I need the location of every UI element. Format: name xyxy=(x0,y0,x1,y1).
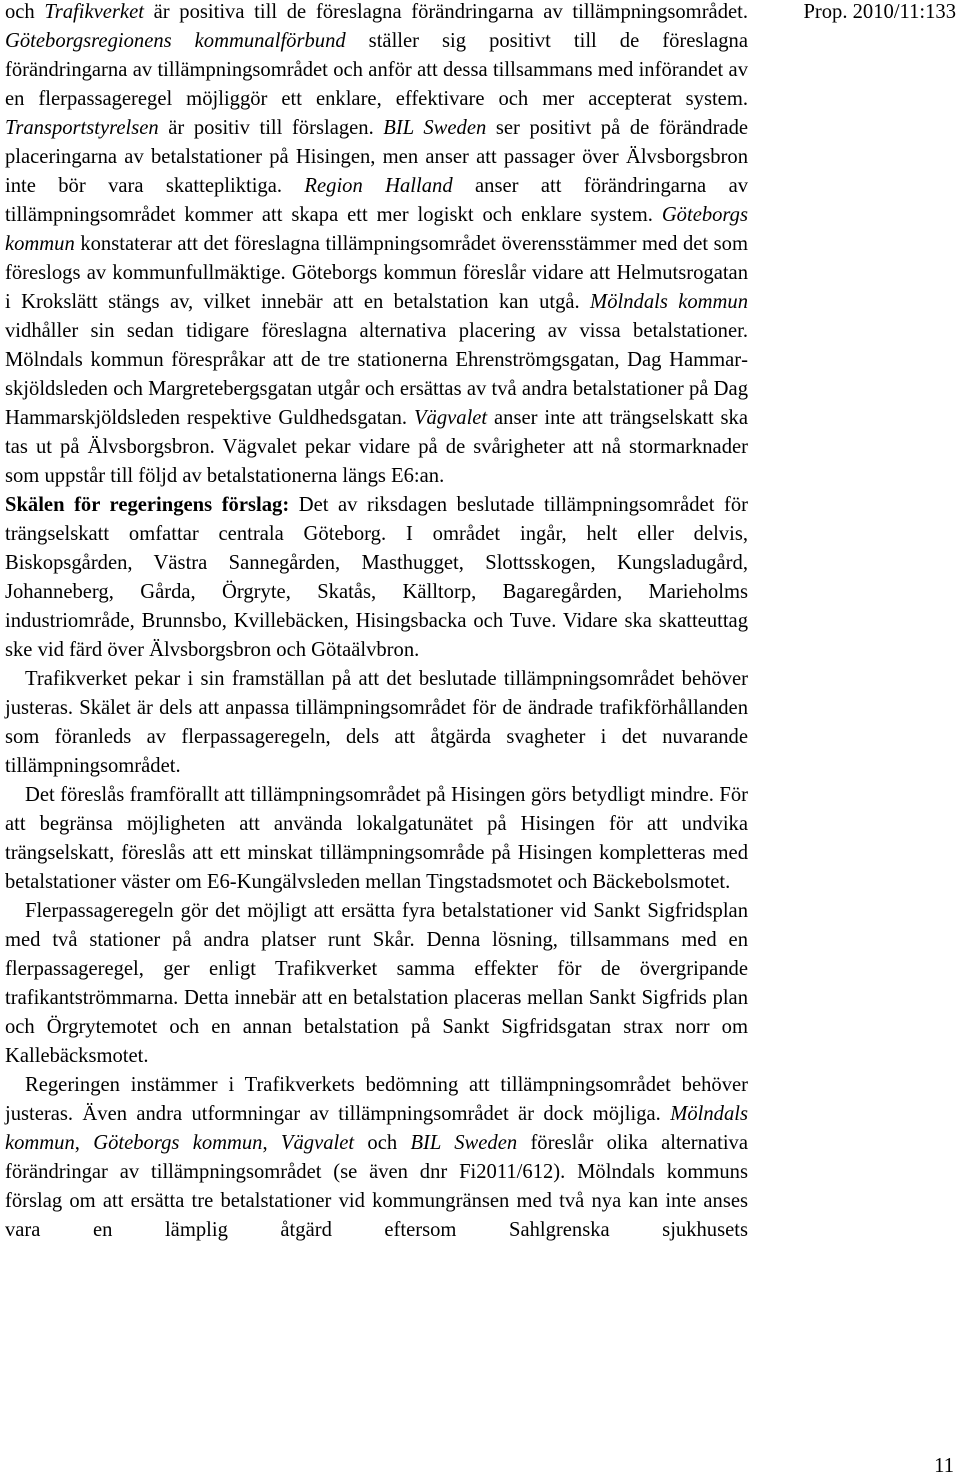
italic-reference: Göteborgs kommun xyxy=(93,1132,263,1154)
italic-reference: Vägvalet xyxy=(280,1132,355,1154)
text-run: , xyxy=(74,1132,94,1154)
text-run: Trafikverket pekar i sin framställan på att det beslutade tillämpningsområdet behöver justeras. Skälet är dels att anpassa tillämpningsområdet för de ändrade trafikförhållanden som föranleds av flerpassageregeln, dels att åtgärda svagheter i det nuvarande tillämpningsområdet. xyxy=(5,668,748,777)
text-run: ser positivt på de förändrade placeringarna av betalstationer på Hisingen, men anser att passager över Älvsborgsbron inte bör vara skattepliktiga. xyxy=(5,117,749,197)
body-text xyxy=(5,0,748,1245)
italic-reference: Trafikverket xyxy=(44,1,144,23)
italic-reference: Mölndals kommun xyxy=(5,1103,748,1154)
italic-reference: Region Halland xyxy=(304,175,453,197)
text-run: vidhåller sin sedan tidigare föreslagna alternativa placering av vissa betalstationer. Mölndals kommun förespråkar att de tre stationerna Ehrenströmgsgatan, Dag Hammarskjöldsleden och Margretebergsgatan utgår och ersättas av två andra betalstationer på Dag Hammarskjöldsleden respektive Guldhedsgatan. xyxy=(5,320,748,429)
text-run: Regeringen instämmer i Trafikverkets bedömning att tillämpningsområdet behöver justeras. Även andra utformningar av tillämpningsområdet är dock möjliga. xyxy=(5,1074,748,1125)
page-number: 11 xyxy=(934,1455,954,1477)
italic-reference: Mölndals kommun xyxy=(590,291,748,313)
text-run: , xyxy=(262,1132,281,1154)
italic-reference: BIL Sweden xyxy=(383,117,487,139)
italic-reference: BIL Sweden xyxy=(410,1132,518,1154)
text-run: Flerpassageregeln gör det möjligt att ersätta fyra betalstationer vid Sankt Sigfridsplan med två stationer på andra platser runt Skår. Denna lösning, tillsammans med en flerpassageregel, ger enligt Trafikverket samma effekter för de övergripande trafikantströmmarna. Detta innebär att en betalstation placeras mellan Sankt Sigfrids plan och Örgrytemotet och en annan betalstation på Sankt Sigfridsgatan strax norr om Kallebäcksmotet. xyxy=(5,900,748,1067)
paragraph xyxy=(5,1071,748,1245)
paragraph xyxy=(5,897,748,1071)
text-run: är positiva till de föreslagna förändringarna av tillämpningsområdet. xyxy=(143,1,748,23)
paragraph xyxy=(5,0,748,491)
italic-reference: Göteborgsregionens kommunalförbund xyxy=(5,30,346,52)
italic-reference: Vägvalet xyxy=(413,407,488,429)
proposition-reference: Prop. 2010/11:133 xyxy=(803,1,956,23)
bold-heading: Skälen för regeringens förslag: xyxy=(5,494,290,516)
paragraph xyxy=(5,665,748,781)
text-run: anser att förändringarna av tillämpningsområdet kommer att skapa ett mer logiskt och enklare system. xyxy=(5,175,749,226)
italic-reference: Transportstyrelsen xyxy=(5,117,159,139)
text-run: Det föreslås framförallt att tillämpningsområdet på Hisingen görs betydligt mindre. För att begränsa möjligheten att använda lokalgatunätet på Hisingen för att undvika trängselskatt, föreslås att ett minskat tillämpningsområde på Hisingen kompletteras med betalstationer väster om E6-Kungälvsleden mellan Tingstadsmotet och Bäckebolsmotet. xyxy=(5,784,748,893)
text-run: är positiv till förslagen. xyxy=(158,117,384,139)
text-run: konstaterar att det föreslagna tillämpningsområdet överensstämmer med det som föreslogs av kommunfullmäktige. Göteborgs kommun föreslår vidare att Helmutsrogatan i Krokslätt stängs av, vilket innebär att en betalstation kan utgå. xyxy=(5,233,748,313)
text-run: ställer sig positivt till de föreslagna förändringarna av tillämpningsområdet och anför att dessa tillsammans med införandet av en flerpassageregel möjliggör ett enklare, effektivare och mer accepterat system. xyxy=(5,30,748,110)
text-run: föreslår olika alternativa förändringar av tillämpningsområdet (se även dnr Fi2011/612). Mölndals kommuns förslag om att ersätta tre betalstationer vid kommungränsen med två nya kan inte anses vara en lämplig åtgärd eftersom Sahlgrenska sjukhusets xyxy=(5,1132,748,1241)
text-run: och xyxy=(354,1132,411,1154)
text-run: och xyxy=(5,1,45,23)
text-run: anser inte att trängselskatt ska tas ut på Älvsborgsbron. Vägvalet pekar vidare på de svårigheter att nå stormarknader som uppstår till följd av betalstationerna längs E6:an. xyxy=(5,407,748,487)
italic-reference: Göteborgs kommun xyxy=(5,204,748,255)
text-run: Det av riksdagen beslutade tillämpningsområdet för trängselskatt omfattar centrala Göteborg. I området ingår, helt eller delvis, Biskopsgården, Västra Sannegården, Masthugget, Slottsskogen, Kungsladugård, Johanneberg, Gårda, Örgryte, Skatås, Källtorp, Bagaregården, Marieholms industriområde, Brunnsbo, Kvillebäcken, Hisingsbacka och Tuve. Vidare ska skatteuttag ske vid färd över Älvsborgsbron och Götaälvbron. xyxy=(5,494,748,661)
paragraph xyxy=(5,781,748,897)
paragraph xyxy=(5,491,748,665)
